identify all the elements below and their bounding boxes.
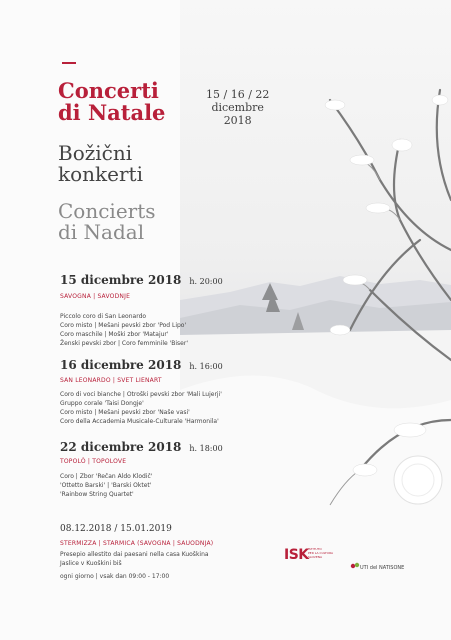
event-item: Coro maschile | Moški zbor 'Matajur'	[60, 331, 169, 338]
exhibition-dates: 08.12.2018 / 15.01.2019	[60, 524, 172, 534]
event-date: 16 dicembre 2018 h. 16:00	[60, 358, 223, 372]
uti-leaf-icon	[350, 560, 360, 570]
isk-logo-subtitle: ISTITUTO PER LA CULTURA SLOVENA	[308, 547, 334, 559]
event-item: Piccolo coro di San Leonardo	[60, 313, 147, 320]
title-friulian: Concierts di Nadal	[58, 199, 156, 244]
event-item: Coro di voci bianche | Otroški pevski zbor 'Mali Lujerji'	[60, 391, 222, 398]
title-slovenian: Božični konkerti	[58, 141, 143, 186]
event-item: Coro misto | Mešani pevski zbor 'Pod Lipo'	[60, 322, 187, 329]
exhibition-description-slovenian: Jaslice v Kuoškini biš	[60, 560, 122, 567]
event-item: Gruppo corale 'Taisi Dongje'	[60, 400, 144, 407]
poster-dates: 15 / 16 / 22 dicembre 2018	[206, 88, 270, 127]
event-location: SAVOGNA | SAVODNJE	[60, 293, 131, 300]
event-location: TOPOLÒ | TOPOLOVE	[60, 458, 127, 465]
exhibition-location: STERMIZZA | STARMICA (SAVOGNA | SAUODNJA)	[60, 540, 214, 547]
event-location: SAN LEONARDO | SVET LIENART	[60, 377, 162, 384]
event-item: Coro | Zbor 'Rečan Aldo Klodič'	[60, 473, 153, 480]
uti-logo: UTI del NATISONE	[360, 565, 405, 571]
event-item: Ženski pevski zbor | Coro femminile 'Biser'	[60, 340, 188, 347]
event-item: 'Ottetto Barski' | 'Barski Oktet'	[60, 482, 152, 489]
event-item: Coro della Accademia Musicale-Culturale 'Harmonila'	[60, 418, 219, 425]
title-italian: Concerti di Natale	[58, 78, 166, 125]
event-item: 'Rainbow String Quartet'	[60, 491, 134, 498]
isk-logo: ISK	[284, 547, 309, 563]
accent-dash	[62, 62, 76, 64]
exhibition-hours: ogni giorno | vsak dan 09:00 - 17:00	[60, 573, 170, 580]
event-item: Coro misto | Mešani pevski zbor 'Naše vasi'	[60, 409, 190, 416]
exhibition-description: Presepio allestito dai paesani nella casa Kuoškina	[60, 551, 209, 558]
event-date: 15 dicembre 2018 h. 20:00	[60, 273, 223, 287]
event-date: 22 dicembre 2018 h. 18:00	[60, 440, 223, 454]
